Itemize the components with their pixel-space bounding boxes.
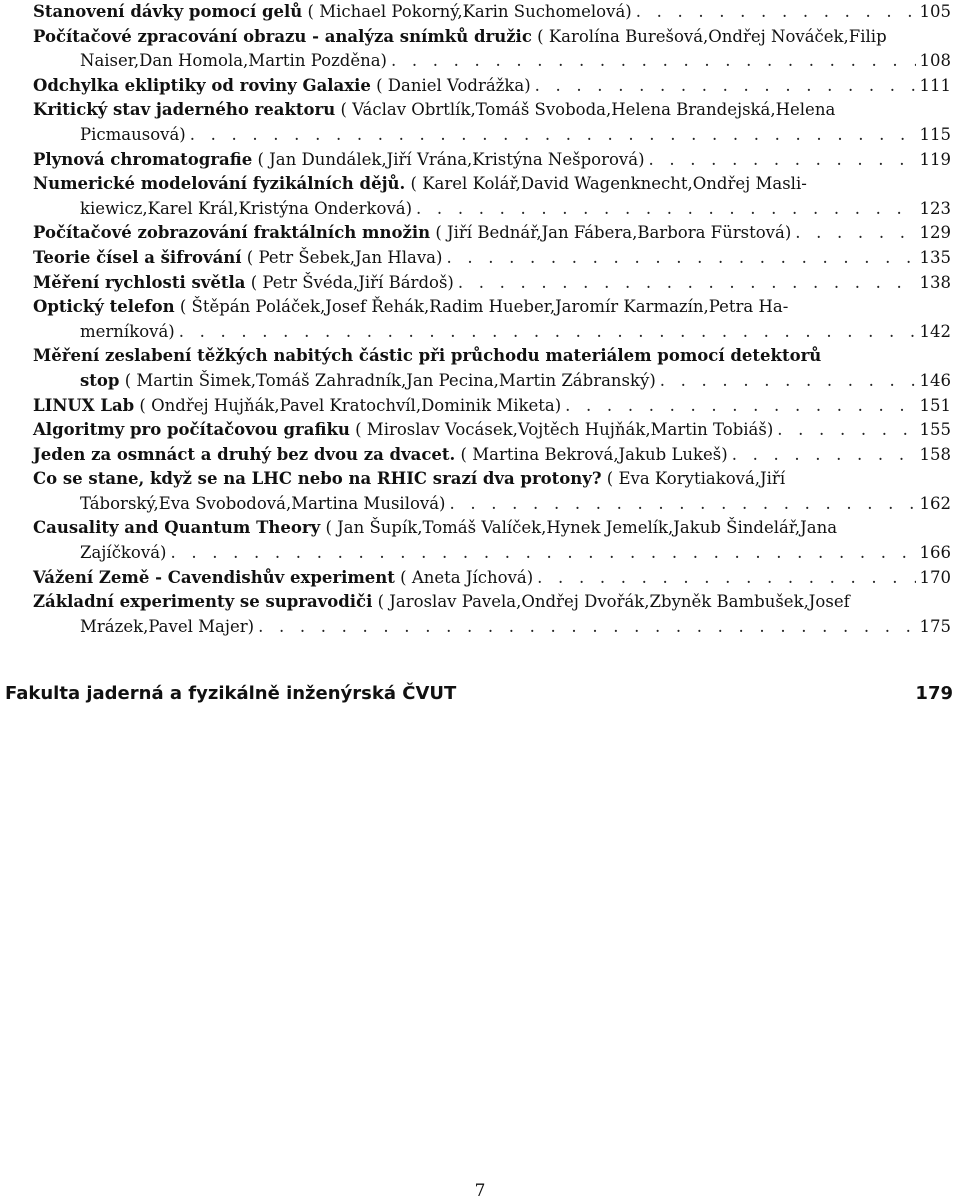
- entry-authors: ( Jiří Bednář,Jan Fábera,Barbora Fürstová): [435, 223, 792, 243]
- toc-entry: [33, 394, 951, 419]
- toc-entry-line: [33, 74, 951, 99]
- toc-entry: [33, 566, 951, 591]
- toc-entry: [33, 221, 951, 246]
- entry-page: 138: [919, 272, 951, 292]
- toc-entry-line: [33, 172, 951, 197]
- toc-entry: [33, 246, 951, 271]
- dot-leader: [450, 492, 916, 517]
- entry-authors: ( Václav Obrtlík,Tomáš Svoboda,Helena Brandejská,Helena: [340, 100, 836, 120]
- toc-entry-line: [33, 566, 951, 591]
- entry-title: Kritický stav jaderného reaktoru: [33, 100, 336, 120]
- entry-authors: ( Daniel Vodrážka): [376, 75, 531, 95]
- entry-title: Algoritmy pro počítačovou grafiku: [33, 420, 350, 440]
- entry-authors-continued: Naiser,Dan Homola,Martin Pozděna): [80, 51, 387, 71]
- entry-page: 175: [919, 616, 951, 636]
- entry-page: 129: [919, 223, 951, 243]
- entry-authors: ( Ondřej Hujňák,Pavel Kratochvíl,Dominik Miketa): [139, 395, 562, 415]
- entry-authors-continued: Picmausová): [80, 124, 186, 144]
- toc-entry-continuation: [33, 369, 951, 394]
- toc-entry-continuation: [33, 320, 951, 345]
- entry-authors: ( Petr Švéda,Jiří Bárdoš): [250, 272, 454, 292]
- dot-leader: [777, 418, 915, 443]
- dot-leader: [391, 49, 916, 74]
- entry-authors: ( Štěpán Poláček,Josef Řehák,Radim Hueber,Jaromír Karmazín,Petra Ha-: [179, 297, 789, 317]
- toc-entry: [33, 344, 951, 393]
- toc-entry: [33, 0, 951, 25]
- dot-leader: [416, 197, 915, 222]
- entry-page: 123: [919, 198, 951, 218]
- entry-title: Teorie čísel a šifrování: [33, 247, 242, 267]
- dot-leader: [458, 271, 916, 296]
- entry-title: Počítačové zpracování obrazu - analýza snímků družic: [33, 26, 532, 46]
- toc-entry: [33, 98, 951, 147]
- toc-entry-line: [33, 221, 951, 246]
- toc-entry-line: [33, 516, 951, 541]
- dot-leader: [636, 0, 916, 25]
- entry-authors: ( Karolína Burešová,Ondřej Nováček,Filip: [537, 26, 887, 46]
- entry-page: 111: [919, 75, 951, 95]
- toc-entry: [33, 590, 951, 639]
- entry-title: Vážení Země - Cavendishův experiment: [33, 567, 395, 587]
- entry-title: Numerické modelování fyzikálních dějů.: [33, 174, 406, 194]
- entry-page: 142: [919, 321, 951, 341]
- entry-title: Počítačové zobrazování fraktálních množin: [33, 223, 431, 243]
- toc-entry: [33, 467, 951, 516]
- entry-page: 146: [919, 370, 951, 390]
- toc-entry: [33, 25, 951, 74]
- entry-authors: ( Petr Šebek,Jan Hlava): [246, 247, 443, 267]
- toc-entry: [33, 271, 951, 296]
- entry-authors: ( Karel Kolář,David Wagenknecht,Ondřej Masli-: [410, 174, 807, 194]
- entry-title: Odchylka ekliptiky od roviny Galaxie: [33, 75, 371, 95]
- dot-leader: [179, 320, 916, 345]
- entry-page: 170: [919, 567, 951, 587]
- table-of-contents: [33, 0, 951, 639]
- toc-entry: [33, 74, 951, 99]
- toc-entry-line: [33, 418, 951, 443]
- toc-entry: [33, 516, 951, 565]
- dot-leader: [732, 443, 916, 468]
- entry-title: Plynová chromatografie: [33, 149, 253, 169]
- entry-page: 155: [919, 420, 951, 440]
- dot-leader: [190, 123, 916, 148]
- entry-authors: ( Martin Šimek,Tomáš Zahradník,Jan Pecina,Martin Zábranský): [124, 370, 656, 390]
- dot-leader: [258, 615, 915, 640]
- toc-entry-line: [33, 246, 951, 271]
- entry-page: 108: [919, 51, 951, 71]
- page-number: 7: [474, 1181, 486, 1201]
- entry-authors: ( Jaroslav Pavela,Ondřej Dvořák,Zbyněk Bambušek,Josef: [377, 592, 850, 612]
- toc-entry-line: [33, 394, 951, 419]
- entry-authors: ( Michael Pokorný,Karin Suchomelová): [307, 2, 632, 21]
- toc-entry: [33, 148, 951, 173]
- section-heading: [5, 683, 953, 704]
- dot-leader: [660, 369, 916, 394]
- dot-leader: [649, 148, 916, 173]
- entry-page: 158: [919, 444, 951, 464]
- entry-title: Měření zeslabení těžkých nabitých částic při průchodu materiálem pomocí detektorů: [33, 346, 822, 366]
- entry-title: Optický telefon: [33, 297, 175, 317]
- entry-title: LINUX Lab: [33, 395, 135, 415]
- entry-authors: ( Martina Bekrová,Jakub Lukeš): [460, 444, 728, 464]
- entry-authors: ( Jan Dundálek,Jiří Vrána,Kristýna Nešporová): [257, 149, 645, 169]
- entry-authors-continued: kiewicz,Karel Král,Kristýna Onderková): [80, 198, 413, 218]
- dot-leader: [170, 541, 915, 566]
- entry-title: Stanovení dávky pomocí gelů: [33, 2, 303, 21]
- toc-entry-continuation: [33, 123, 951, 148]
- entry-page: 166: [919, 543, 951, 563]
- entry-authors: ( Miroslav Vocásek,Vojtěch Hujňák,Martin Tobiáš): [355, 420, 774, 440]
- toc-entry-line: [33, 443, 951, 468]
- toc-entry: [33, 443, 951, 468]
- entry-authors-continued: Táborský,Eva Svobodová,Martina Musilová): [80, 493, 446, 513]
- section-title: Fakulta jaderná a fyzikálně inženýrská ČVUT: [5, 683, 457, 704]
- toc-entry-line: [33, 295, 951, 320]
- dot-leader: [535, 74, 916, 99]
- entry-authors: ( Jan Šupík,Tomáš Valíček,Hynek Jemelík,Jakub Šindelář,Jana: [325, 518, 838, 538]
- toc-entry-line: [33, 148, 951, 173]
- toc-entry-line: [33, 98, 951, 123]
- entry-title: Jeden za osmnáct a druhý bez dvou za dvacet.: [33, 444, 456, 464]
- entry-page: 105: [919, 2, 951, 21]
- toc-entry-continuation: [33, 541, 951, 566]
- entry-title: Causality and Quantum Theory: [33, 518, 321, 538]
- toc-entry-continuation: [33, 197, 951, 222]
- toc-entry-line: [33, 590, 951, 615]
- entry-title-continued: stop: [80, 370, 120, 390]
- entry-title: Co se stane, když se na LHC nebo na RHIC srazí dva protony?: [33, 469, 602, 489]
- dot-leader: [537, 566, 915, 591]
- toc-entry-continuation: [33, 49, 951, 74]
- entry-authors-continued: Mrázek,Pavel Majer): [80, 616, 255, 636]
- entry-page: 151: [919, 395, 951, 415]
- toc-entry-line: [33, 0, 951, 25]
- toc-entry-line: [33, 271, 951, 296]
- entry-page: 162: [919, 493, 951, 513]
- toc-entry-continuation: [33, 615, 951, 640]
- dot-leader: [565, 394, 915, 419]
- toc-entry: [33, 418, 951, 443]
- entry-page: 119: [919, 149, 951, 169]
- entry-page: 115: [919, 124, 951, 144]
- dot-leader: [446, 246, 915, 271]
- dot-leader: [795, 221, 915, 246]
- toc-entry: [33, 172, 951, 221]
- section-page: 179: [915, 683, 953, 704]
- entry-page: 135: [919, 247, 951, 267]
- toc-entry-line: [33, 25, 951, 50]
- toc-entry-line: [33, 344, 951, 369]
- entry-authors-continued: merníková): [80, 321, 175, 341]
- entry-title: Měření rychlosti světla: [33, 272, 246, 292]
- toc-entry-line: [33, 467, 951, 492]
- toc-entry: [33, 295, 951, 344]
- entry-title: Základní experimenty se supravodiči: [33, 592, 373, 612]
- toc-entry-continuation: [33, 492, 951, 517]
- entry-authors: ( Aneta Jíchová): [400, 567, 534, 587]
- entry-authors-continued: Zajíčková): [80, 543, 167, 563]
- entry-authors: ( Eva Korytiaková,Jiří: [606, 469, 786, 489]
